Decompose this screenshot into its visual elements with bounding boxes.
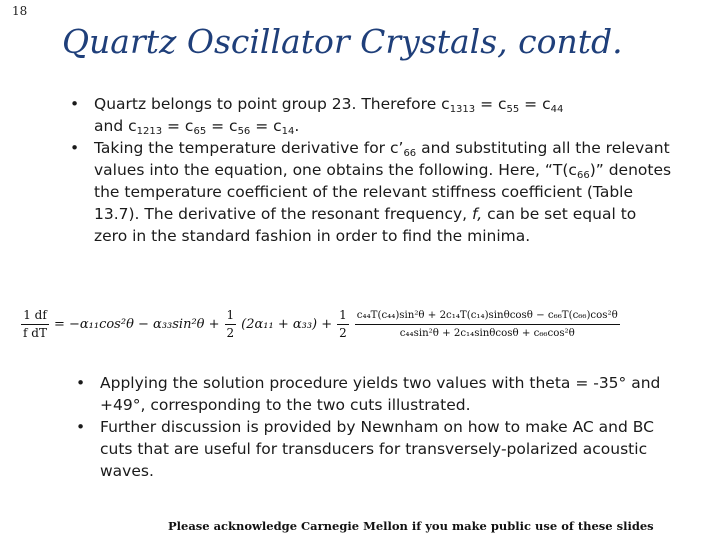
lhs-numerator: 1 df (21, 307, 49, 325)
half-fraction (225, 307, 237, 342)
stiffness-numerator: c₄₄T(c₄₄)sin²θ + 2c₁₄T(c₁₄)sinθcosθ − c₆₆T(c₆₆)cos²θ (355, 307, 620, 325)
italic-text: f, (472, 205, 483, 223)
subscript: 56 (237, 126, 251, 137)
subscript: 1213 (136, 126, 163, 137)
half-denominator-2: 2 (339, 325, 347, 340)
half-denominator: 2 (226, 325, 235, 340)
bullet-list-top (66, 93, 672, 247)
half-numerator-2: 1 (337, 307, 349, 325)
subscript: 14 (281, 126, 295, 137)
bullet-list-bottom (72, 372, 672, 482)
footer-acknowledgement: Please acknowledge Carnegie Mellon if you make public use of these slides (168, 519, 654, 533)
equation-middle-terms-2: (2α₁₁ + α₃₃) + (241, 316, 333, 332)
half-fraction-2 (337, 307, 349, 342)
bullet-item: • Further discussion is provided by Newnham on how to make AC and BC cuts that are useful for transducers for transversely-polarized acoustic waves. (72, 416, 672, 482)
bullet-item: • Taking the temperature derivative for $c’_{66}$ and substituting all the relevant values into the equation, one obtains the following. Here, “$T(c_{66})$” denotes the temperature coefficient of the relevant stiffness coefficient (Table 13.7). The derivative of the resonant frequency, f, can be set equal to zero in the standard fashion in order to find the minima. (66, 137, 672, 247)
equation-middle-terms: = −α₁₁cos²θ − α₃₃sin²θ + (53, 316, 220, 332)
half-numerator: 1 (225, 307, 237, 325)
subscript: 44 (550, 104, 564, 115)
stiffness-fraction (355, 307, 620, 342)
slide-title: Quartz Oscillator Crystals, contd. (62, 22, 623, 61)
subscript: 1313 (449, 104, 476, 115)
subscript: 55 (506, 104, 520, 115)
subscript: 66 (576, 170, 590, 181)
bullet-item: • Quartz belongs to point group 23. Therefore $c_{1313} = c_{55} = c_{44}$ and $c_{1213} = c_{65} = c_{56} = c_{14}$. (66, 93, 672, 137)
bullet-item: • Applying the solution procedure yields two values with theta = -35° and +49°, corresponding to the two cuts illustrated. (72, 372, 672, 416)
subscript: 66 (403, 148, 417, 159)
stiffness-denominator: c₄₄sin²θ + 2c₁₄sinθcosθ + c₆₆cos²θ (399, 327, 575, 339)
frequency-derivative-equation (18, 301, 714, 347)
lhs-denominator: f dT (23, 325, 47, 340)
slide-number: 18 (12, 4, 28, 18)
subscript: 65 (193, 126, 207, 137)
lhs-fraction (21, 307, 49, 342)
